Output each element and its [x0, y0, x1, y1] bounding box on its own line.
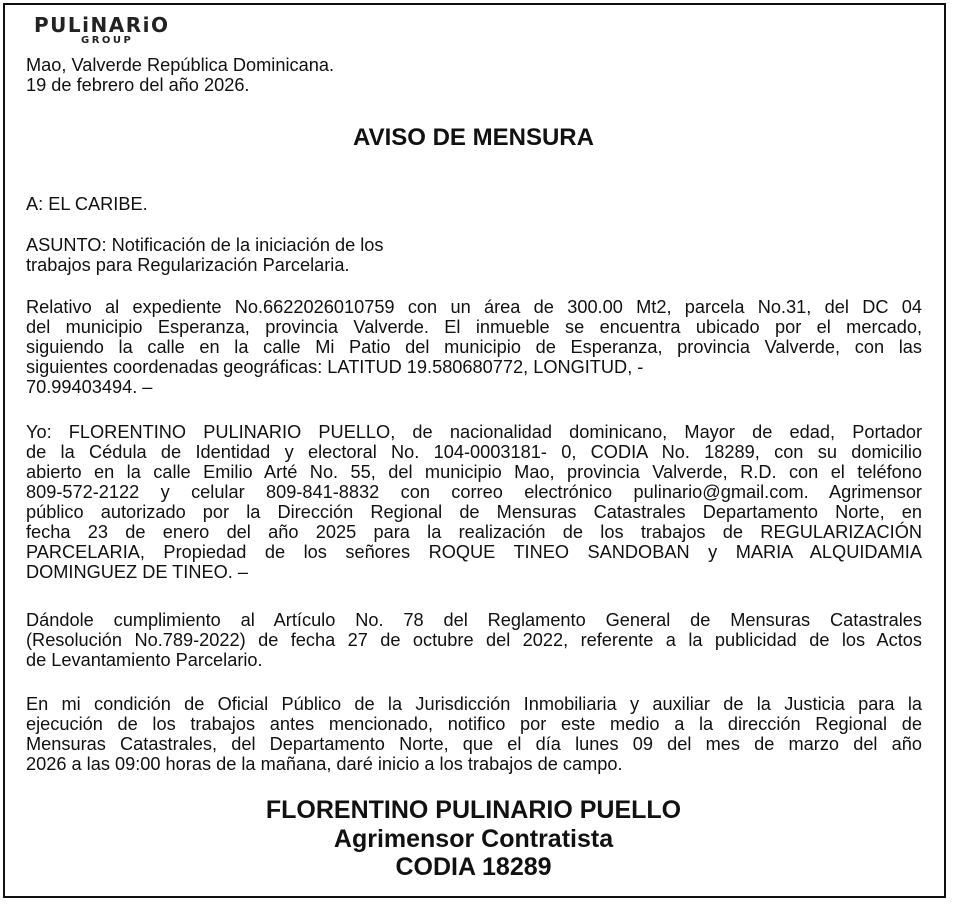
logo-wordmark: PULiNARiO: [34, 13, 170, 37]
signature-role: Agrimensor Contratista: [333, 824, 614, 853]
company-logo: [34, 14, 214, 48]
header-block: [26, 55, 334, 95]
header-date: 19 de febrero del año 2026.: [26, 75, 250, 95]
paragraph-line: DOMINGUEZ DE TINEO. –: [26, 562, 248, 582]
paragraph-line: 70.99403494. –: [26, 377, 153, 397]
paragraph-line: siguiendo la calle en la calle Mi Patio del municipio de Esperanza, provincia Valverde, con las: [26, 337, 922, 357]
paragraph-line: fecha 23 de enero del año 2025 para la realización de los trabajos de REGULARIZACIÓN: [26, 522, 922, 542]
paragraph-line: de Levantamiento Parcelario.: [26, 650, 263, 670]
paragraph-compliance: [26, 610, 922, 670]
header-place: Mao, Valverde República Dominicana.: [26, 55, 334, 75]
signature-block: [0, 796, 947, 882]
paragraph-line: 809-572-2122 y celular 809-841-8832 con correo electrónico pulinario@gmail.com. Agrimensor: [26, 482, 922, 502]
subject-line: trabajos para Regularización Parcelaria.: [26, 255, 350, 275]
subject-line: ASUNTO: Notificación de la iniciación de los: [26, 235, 384, 255]
paragraph-notification: [26, 694, 922, 774]
paragraph-line: (Resolución No.789-2022) de fecha 27 de octubre del 2022, referente a la publicidad de los Actos: [26, 630, 922, 650]
paragraph-line: PARCELARIA, Propiedad de los señores ROQUE TINEO SANDOBAN y MARIA ALQUIDAMIA: [26, 542, 922, 562]
page-title: AVISO DE MENSURA: [353, 124, 594, 151]
paragraph-line: abierto en la calle Emilio Arté No. 55, del municipio Mao, provincia Valverde, R.D. con el teléfono: [26, 462, 922, 482]
logo-subtitle: GROUP: [81, 35, 134, 46]
signature-name: FLORENTINO PULINARIO PUELLO: [265, 796, 682, 824]
paragraph-line: 2026 a las 09:00 horas de la mañana, daré inicio a los trabajos de campo.: [26, 754, 623, 774]
paragraph-line: Mensuras Catastrales, del Departamento Norte, que el día lunes 09 del mes de marzo del año: [26, 734, 922, 754]
recipient-line: A: EL CARIBE.: [26, 194, 148, 214]
paragraph-expediente: [26, 297, 922, 397]
subject-block: [26, 235, 384, 275]
paragraph-line: público autorizado por la Dirección Regional de Mensuras Catastrales Departamento Norte, en: [26, 502, 922, 522]
paragraph-line: Relativo al expediente No.6622026010759 con un área de 300.00 Mt2, parcela No.31, del DC 04: [26, 297, 922, 317]
signature-codia: CODIA 18289: [395, 853, 552, 881]
paragraph-line: del municipio Esperanza, provincia Valverde. El inmueble se encuentra ubicado por el mercado,: [26, 317, 922, 337]
paragraph-line: siguientes coordenadas geográficas: LATITUD 19.580680772, LONGITUD, -: [26, 357, 644, 377]
paragraph-line: En mi condición de Oficial Público de la Jurisdicción Inmobiliaria y auxiliar de la Justicia para la: [26, 694, 922, 714]
paragraph-line: Yo: FLORENTINO PULINARIO PUELLO, de nacionalidad dominicano, Mayor de edad, Portador: [26, 422, 922, 442]
paragraph-line: Dándole cumplimiento al Artículo No. 78 del Reglamento General de Mensuras Catastrales: [26, 610, 922, 630]
paragraph-line: ejecución de los trabajos antes mencionado, notifico por este medio a la dirección Regional de: [26, 714, 922, 734]
paragraph-declarant: [26, 422, 922, 582]
paragraph-line: de la Cédula de Identidad y electoral No. 104-0003181- 0, CODIA No. 18289, con su domicilio: [26, 442, 922, 462]
